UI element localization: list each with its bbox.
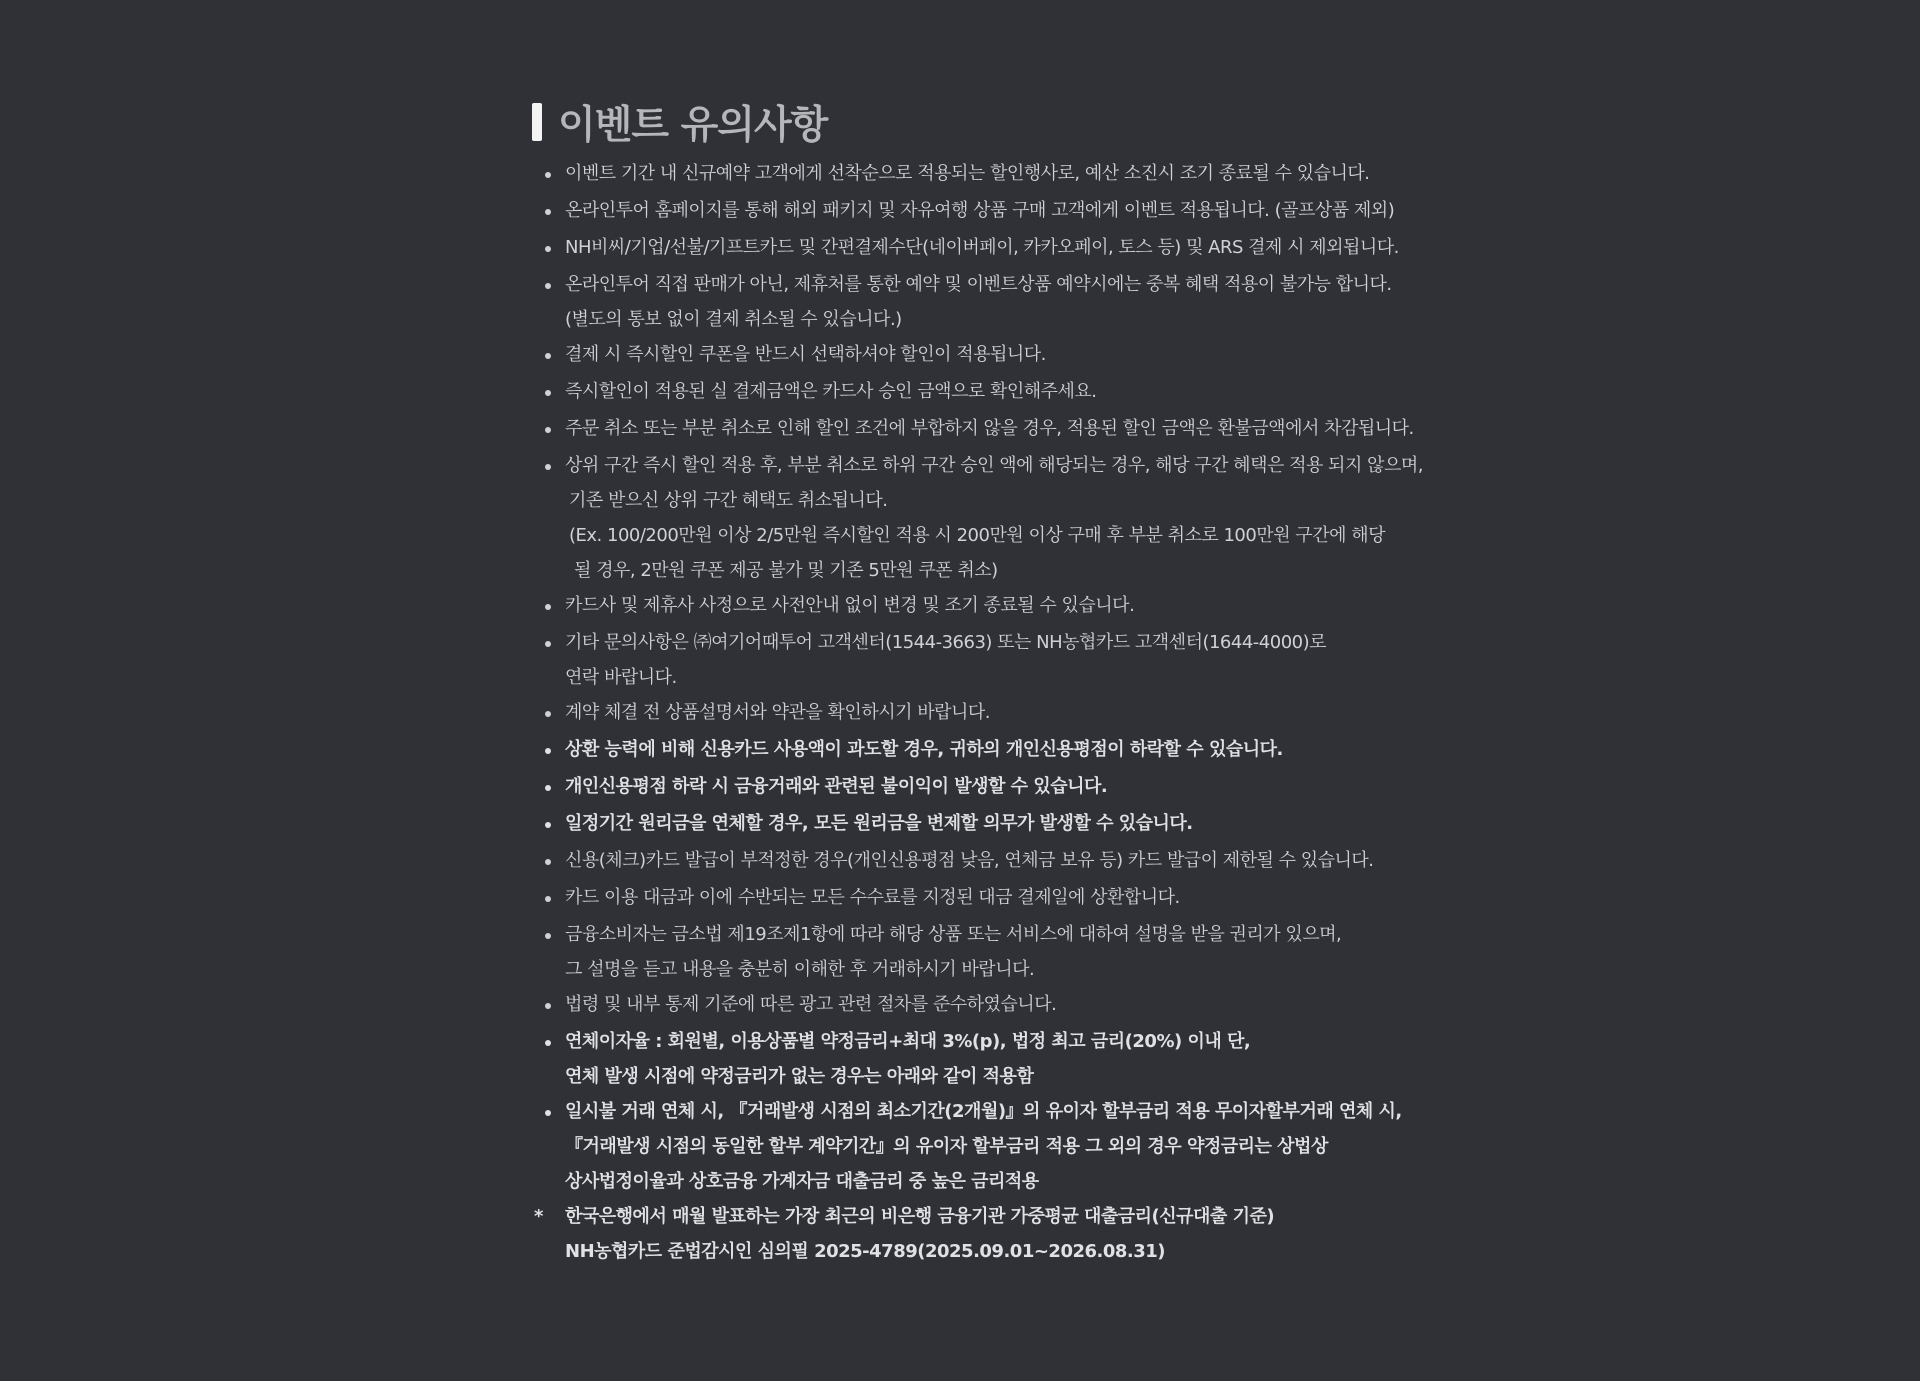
list-item: 이벤트 기간 내 신규예약 고객에게 선착순으로 적용되는 할인행사로, 예산 소진시 조기 종료될 수 있습니다. bbox=[532, 156, 1432, 193]
list-item: 온라인투어 홈페이지를 통해 해외 패키지 및 자유여행 상품 구매 고객에게 이벤트 적용됩니다. (골프상품 제외) bbox=[532, 193, 1432, 230]
list-item: 신용(체크)카드 발급이 부적정한 경우(개인신용평점 낮음, 연체금 보유 등) 카드 발급이 제한될 수 있습니다. bbox=[532, 843, 1432, 880]
list-item: NH비씨/기업/선불/기프트카드 및 간편결제수단(네이버페이, 카카오페이, 토스 등) 및 ARS 결제 시 제외됩니다. bbox=[532, 230, 1432, 267]
list-item: 결제 시 즉시할인 쿠폰을 반드시 선택하셔야 할인이 적용됩니다. bbox=[532, 337, 1432, 374]
list-item: 일시불 거래 연체 시, 『거래발생 시점의 최소기간(2개월)』의 유이자 할부금리 적용 무이자할부거래 연체 시, 『거래발생 시점의 동일한 할부 계약기간』의 유이자 할부금리 적용 그 외의 경우 약정금리는 상법상 상사법정이율과 상호금융 가계자금 대출금리 중 높은 금리적용 bbox=[532, 1094, 1432, 1199]
event-notice-section bbox=[532, 100, 1432, 1269]
list-item: 즉시할인이 적용된 실 결제금액은 카드사 승인 금액으로 확인해주세요. bbox=[532, 374, 1432, 411]
list-item: 상환 능력에 비해 신용카드 사용액이 과도할 경우, 귀하의 개인신용평점이 하락할 수 있습니다. bbox=[532, 732, 1432, 769]
page-title: 이벤트 유의사항 bbox=[558, 103, 828, 148]
list-item: 계약 체결 전 상품설명서와 약관을 확인하시기 바랍니다. bbox=[532, 695, 1432, 732]
title-accent-bar bbox=[532, 103, 542, 141]
notice-list bbox=[532, 156, 1432, 1269]
list-item: 카드사 및 제휴사 사정으로 사전안내 없이 변경 및 조기 종료될 수 있습니다. bbox=[532, 588, 1432, 625]
list-item: 연체이자율 : 회원별, 이용상품별 약정금리+최대 3%(p), 법정 최고 금리(20%) 이내 단, 연체 발생 시점에 약정금리가 없는 경우는 아래와 같이 적용함 bbox=[532, 1024, 1432, 1094]
list-item: 법령 및 내부 통제 기준에 따른 광고 관련 절차를 준수하였습니다. bbox=[532, 987, 1432, 1024]
list-item: 개인신용평점 하락 시 금융거래와 관련된 불이익이 발생할 수 있습니다. bbox=[532, 769, 1432, 806]
list-item: 일정기간 원리금을 연체할 경우, 모든 원리금을 변제할 의무가 발생할 수 있습니다. bbox=[532, 806, 1432, 843]
list-item: 온라인투어 직접 판매가 아닌, 제휴처를 통한 예약 및 이벤트상품 예약시에는 중복 혜택 적용이 불가능 합니다. (별도의 통보 없이 결제 취소될 수 있습니다.) bbox=[532, 267, 1432, 337]
list-item: 카드 이용 대금과 이에 수반되는 모든 수수료를 지정된 대금 결제일에 상환합니다. bbox=[532, 880, 1432, 917]
list-item: 상위 구간 즉시 할인 적용 후, 부분 취소로 하위 구간 승인 액에 해당되는 경우, 해당 구간 혜택은 적용 되지 않으며, 기존 받으신 상위 구간 혜택도 취소됩니다. (Ex. 100/200만원 이상 2/5만원 즉시할인 적용 시 200만원 이상 구매 후 부분 취소로 100만원 구간에 해당 될 경우, 2만원 쿠폰 제공 불가 및 기존 5만원 쿠폰 취소) bbox=[532, 448, 1432, 588]
list-item: 기타 문의사항은 ㈜여기어때투어 고객센터(1544-3663) 또는 NH농협카드 고객센터(1644-4000)로 연락 바랍니다. bbox=[532, 625, 1432, 695]
list-item: 금융소비자는 금소법 제19조제1항에 따라 해당 상품 또는 서비스에 대하여 설명을 받을 권리가 있으며, 그 설명을 듣고 내용을 충분히 이해한 후 거래하시기 바랍니다. bbox=[532, 917, 1432, 987]
notice-header bbox=[532, 100, 1432, 148]
list-item: 주문 취소 또는 부분 취소로 인해 할인 조건에 부합하지 않을 경우, 적용된 할인 금액은 환불금액에서 차감됩니다. bbox=[532, 411, 1432, 448]
footnote-item: * 한국은행에서 매월 발표하는 가장 최근의 비은행 금융기관 가중평균 대출금리(신규대출 기준) NH농협카드 준법감시인 심의필 2025-4789(2025.09.01~2026.08.31) bbox=[532, 1199, 1432, 1269]
